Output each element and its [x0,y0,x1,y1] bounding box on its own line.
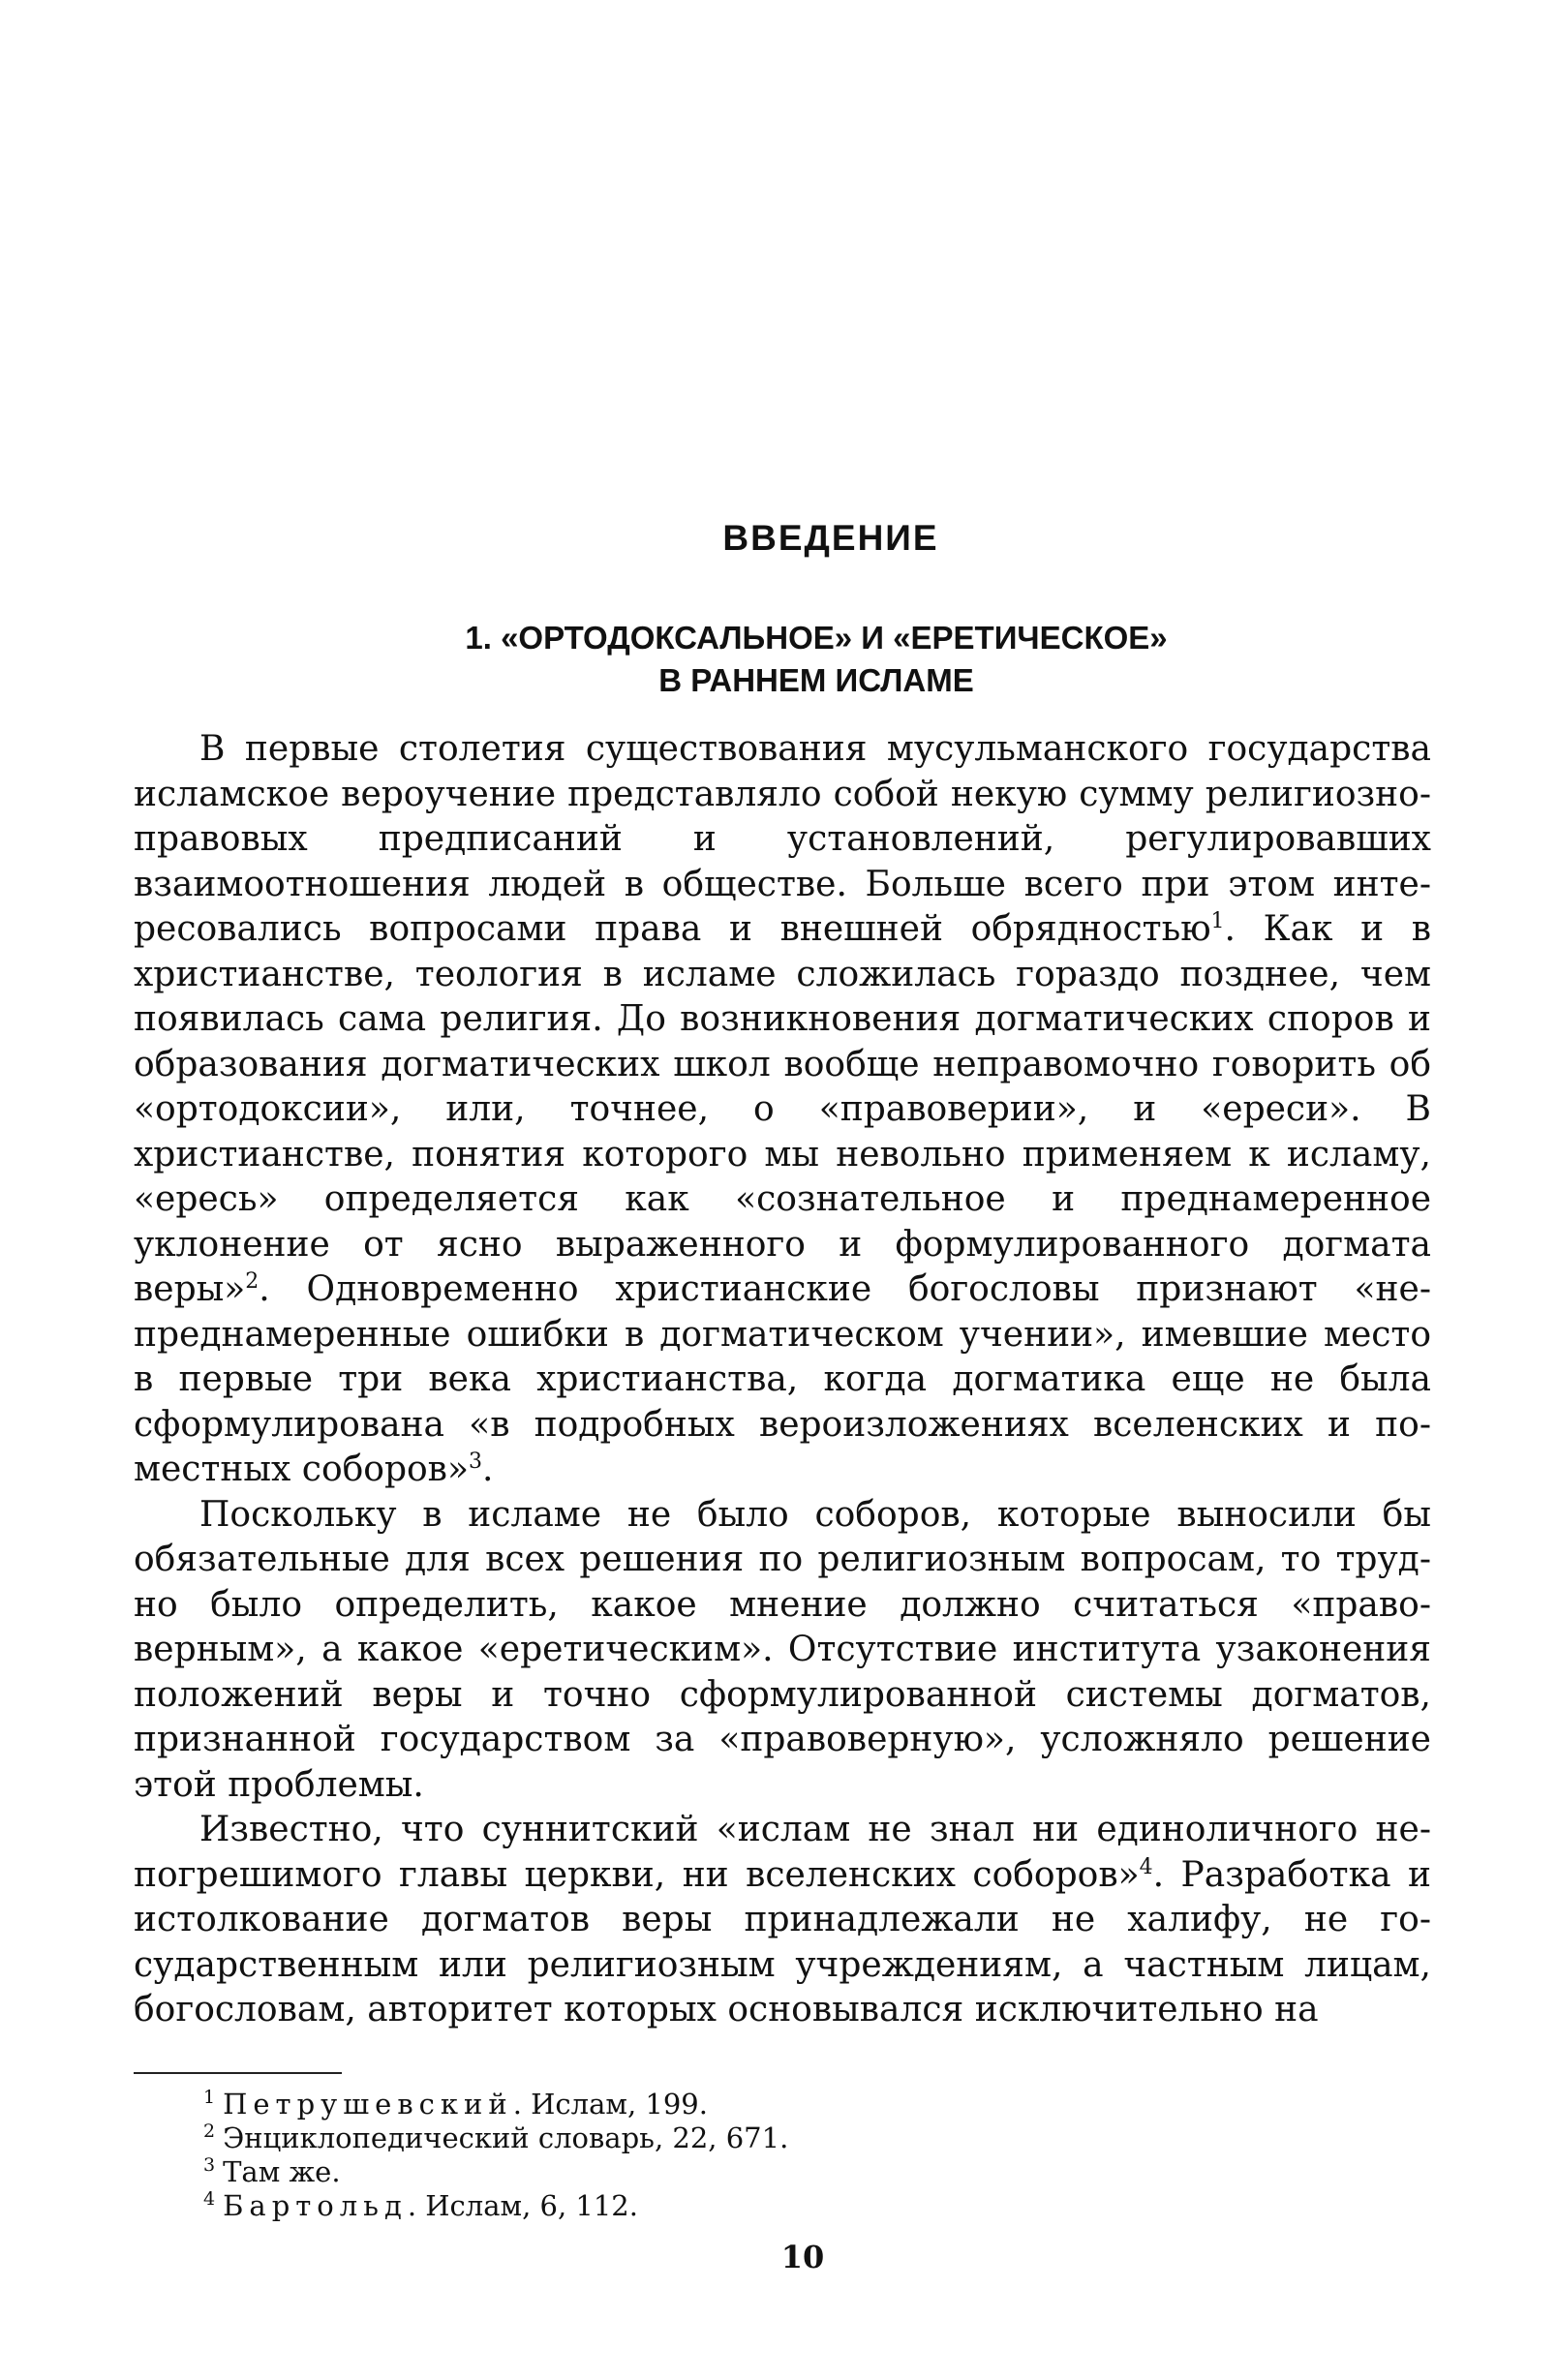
paragraph-1-part-2: . Как и в христианстве, теология в исламе сложилась гораздо позднее, чем появилась сама религия. До возникновения догматических споров и образования догматических школ вообще неправомочно говорить об «ортодоксии», или, точнее, о «правоверии», и «ереси». В христианстве, понятия которого мы невольно применяем к исламу, «ересь» определяется как «сознательное и преднамеренное уклонение от ясно выраженного и формулированного догмата веры» [134,909,1432,1309]
footnote-4-text: . Ислам, 6, 112. [407,2188,638,2222]
footnote-2 [203,2121,1431,2155]
footnote-2-text: Энциклопедический словарь, 22, 671. [223,2121,789,2154]
footnote-4-number: 4 [203,2187,216,2210]
paragraph-1 [134,727,1431,1493]
footnote-ref-1: 1 [1210,909,1225,933]
footnote-3-number: 3 [203,2153,216,2176]
footnote-1 [203,2088,1431,2121]
footnote-3-text: Там же. [223,2154,341,2188]
page-number-value: 10 [780,2239,825,2275]
body-text [134,727,1431,2033]
footnote-2-number: 2 [203,2120,216,2142]
footnote-ref-3: 3 [468,1449,482,1474]
footnote-ref-4: 4 [1139,1854,1153,1879]
paragraph-1-part-4: . [481,1449,494,1489]
section-title-line-2: В РАННЕМ ИСЛАМЕ [658,662,974,698]
footnote-3 [203,2155,1431,2189]
page-number [0,2239,1557,2275]
paragraph-1-part-3: . Одновременно христианские богословы признают «непреднамеренные ошибки в догматическом учении», имевшие место в первые три века христианства, когда догматика еще не была сформулирована «в подробных вероизложениях вселенских и поместных соборов» [134,1269,1431,1489]
footnote-4-author: Бартольд [223,2188,408,2222]
footnote-4 [203,2189,1431,2223]
footnote-1-number: 1 [203,2086,216,2108]
footnote-1-author: Петрушевский [223,2087,513,2121]
paragraph-2: Поскольку в исламе не было соборов, которые выносили бы обязательные для всех решения по религиозным вопросам, то трудно было определить, какое мнение должно считаться «правоверным», а какое «еретическим». Отсутствие института узаконения положений веры и точно сформулированной системы догматов, признанной государством за «правоверную», усложняло решение этой проблемы. [134,1494,1431,1805]
footnote-ref-2: 2 [245,1269,260,1294]
chapter-title: ВВЕДЕНИЕ [722,518,939,558]
section-title-line-1: 1. «ОРТОДОКСАЛЬНОЕ» И «ЕРЕТИЧЕСКОЕ» [465,620,1168,656]
paragraph-3 [134,1808,1431,2033]
paragraph-3-part-1: Известно, что суннитский «ислам не знал ни единоличного непогрешимого главы церкви, ни вселенских соборов» [134,1810,1431,1895]
footnote-divider [134,2072,342,2074]
section-title [134,617,1431,702]
paragraph-1-part-1: В первые столетия существования мусульманского государства исламское вероучение представляло собой некую сумму религиозно-правовых предписаний и установлений, регулировавших взаимоотношения людей в обществе. Больше всего при этом интересовались вопросами права и внешней обрядностью [134,729,1431,949]
page-content [134,518,1431,2223]
footnotes [203,2088,1431,2223]
paragraph-3-part-2: . Разработка и истолкование догматов веры принадлежали не халифу, не государственным или религиозным учреждениям, а частным лицам, богословам, авторитет которых основывался исключительно на [134,1854,1431,2029]
footnote-1-text: . Ислам, 199. [512,2087,708,2121]
